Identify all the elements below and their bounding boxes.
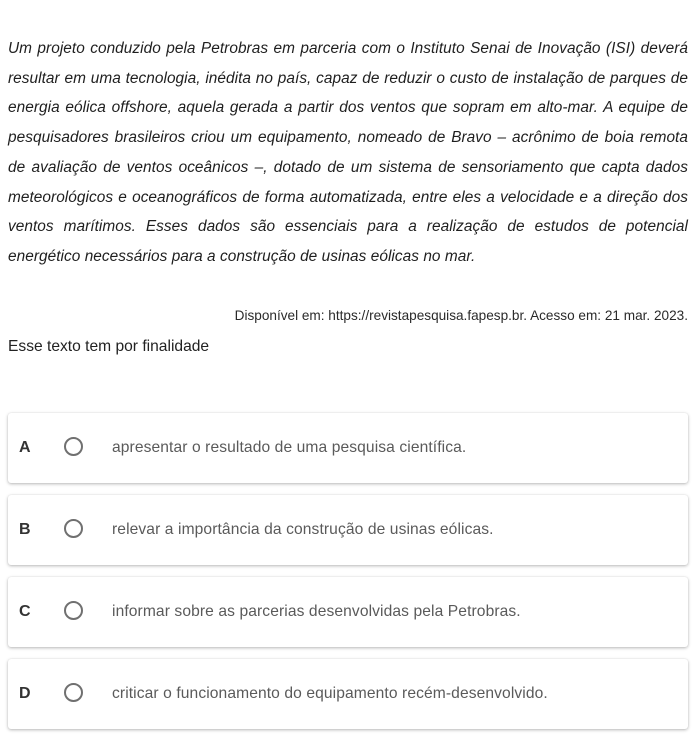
radio-circle-icon[interactable] [64,519,83,538]
answer-options [8,413,688,741]
radio-circle-icon[interactable] [64,601,83,620]
radio-circle-icon[interactable] [64,437,83,456]
passage-text: Um projeto conduzido pela Petrobras em parceria com o Instituto Senai de Inovação (ISI) deverá resultar em uma tecnologia, inédita no país, capaz de reduzir o custo de instalação de parques de energia eólica offshore, aquela gerada a partir dos ventos que sopram em alto-mar. A equipe de pesquisadores brasileiros criou um equipamento, nomeado de Bravo – acrônimo de boia remota de avaliação de ventos oceânicos –, dotado de um sistema de sensoriamento que capta dados meteorológicos e oceanográficos de forma automatizada, entre eles a velocidade e a direção dos ventos marítimos. Esses dados são essenciais para a realização de estudos de potencial energético necessários para a construção de usinas eólicas no mar. [8,40,688,265]
option-letter: C [19,603,31,620]
option-letter: D [19,685,31,702]
radio-circle-icon[interactable] [64,683,83,702]
option-b[interactable] [8,495,688,565]
option-text: criticar o funcionamento do equipamento recém-desenvolvido. [112,685,548,702]
option-c[interactable] [8,577,688,647]
option-a[interactable] [8,413,688,483]
option-text: apresentar o resultado de uma pesquisa científica. [112,439,467,456]
option-text: relevar a importância da construção de usinas eólicas. [112,521,494,538]
source-citation: Disponível em: https://revistapesquisa.fapesp.br. Acesso em: 21 mar. 2023. [234,308,688,323]
option-letter: A [19,439,31,456]
option-d[interactable] [8,659,688,729]
option-letter: B [19,521,31,538]
question-prompt: Esse texto tem por finalidade [8,338,210,355]
option-text: informar sobre as parcerias desenvolvidas pela Petrobras. [112,603,521,620]
